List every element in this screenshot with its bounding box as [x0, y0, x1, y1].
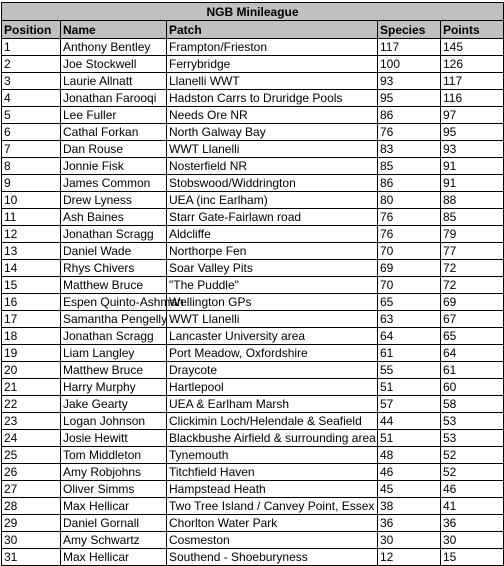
cell-name: James Common [61, 175, 167, 192]
table-row [2, 294, 504, 311]
cell-name: Ash Baines [61, 209, 167, 226]
table-row [2, 260, 504, 277]
cell-patch: Titchfield Haven [167, 464, 378, 481]
cell-points: 95 [441, 124, 504, 141]
title-row [2, 3, 504, 21]
header-points: Points [441, 21, 504, 39]
cell-species: 55 [378, 362, 441, 379]
cell-patch: Southend - Shoeburyness [167, 549, 378, 566]
cell-points: 69 [441, 294, 504, 311]
cell-patch: WWT Llanelli [167, 141, 378, 158]
cell-species: 117 [378, 39, 441, 56]
table-row [2, 549, 504, 566]
cell-points: 145 [441, 39, 504, 56]
table-row [2, 430, 504, 447]
cell-points: 91 [441, 175, 504, 192]
cell-name: Daniel Wade [61, 243, 167, 260]
header-name: Name [61, 21, 167, 39]
cell-points: 67 [441, 311, 504, 328]
cell-name: Matthew Bruce [61, 362, 167, 379]
cell-name: Espen Quinto-Ashman [61, 294, 167, 311]
cell-points: 60 [441, 379, 504, 396]
cell-name: Anthony Bentley [61, 39, 167, 56]
cell-species: 86 [378, 107, 441, 124]
cell-name: Jonathan Scragg [61, 226, 167, 243]
cell-patch: Lancaster University area [167, 328, 378, 345]
cell-species: 83 [378, 141, 441, 158]
cell-patch: UEA (inc Earlham) [167, 192, 378, 209]
cell-patch: Port Meadow, Oxfordshire [167, 345, 378, 362]
table-row [2, 124, 504, 141]
cell-species: 95 [378, 90, 441, 107]
cell-name: Rhys Chivers [61, 260, 167, 277]
table-row [2, 498, 504, 515]
header-position: Position [2, 21, 61, 39]
cell-patch: Blackbushe Airfield & surrounding area [167, 430, 378, 447]
cell-species: 48 [378, 447, 441, 464]
cell-name: Cathal Forkan [61, 124, 167, 141]
cell-position: 29 [2, 515, 61, 532]
cell-patch: Needs Ore NR [167, 107, 378, 124]
cell-points: 116 [441, 90, 504, 107]
cell-position: 16 [2, 294, 61, 311]
cell-species: 100 [378, 56, 441, 73]
cell-position: 20 [2, 362, 61, 379]
cell-points: 30 [441, 532, 504, 549]
table-row [2, 39, 504, 56]
cell-patch: Two Tree Island / Canvey Point, Essex [167, 498, 378, 515]
cell-species: 65 [378, 294, 441, 311]
cell-species: 63 [378, 311, 441, 328]
table-row [2, 379, 504, 396]
cell-points: 77 [441, 243, 504, 260]
cell-species: 30 [378, 532, 441, 549]
cell-points: 72 [441, 260, 504, 277]
cell-points: 52 [441, 447, 504, 464]
table-row [2, 447, 504, 464]
cell-name: Max Hellicar [61, 549, 167, 566]
table-row [2, 90, 504, 107]
cell-position: 17 [2, 311, 61, 328]
cell-points: 93 [441, 141, 504, 158]
cell-name: Max Hellicar [61, 498, 167, 515]
cell-patch: Clickimin Loch/Helendale & Seafield [167, 413, 378, 430]
cell-species: 93 [378, 73, 441, 90]
cell-patch: WWT Llanelli [167, 311, 378, 328]
cell-patch: Soar Valley Pits [167, 260, 378, 277]
cell-name: Daniel Gornall [61, 515, 167, 532]
cell-position: 28 [2, 498, 61, 515]
league-table-body [2, 3, 504, 566]
spreadsheet [1, 2, 503, 566]
cell-name: Harry Murphy [61, 379, 167, 396]
table-row [2, 141, 504, 158]
cell-patch: Tynemouth [167, 447, 378, 464]
cell-position: 14 [2, 260, 61, 277]
cell-name: Jonathan Farooqi [61, 90, 167, 107]
cell-name: Jake Gearty [61, 396, 167, 413]
league-table [1, 2, 504, 566]
cell-points: 97 [441, 107, 504, 124]
table-row [2, 107, 504, 124]
cell-points: 64 [441, 345, 504, 362]
cell-points: 15 [441, 549, 504, 566]
cell-species: 12 [378, 549, 441, 566]
table-row [2, 175, 504, 192]
table-row [2, 328, 504, 345]
cell-position: 12 [2, 226, 61, 243]
table-row [2, 345, 504, 362]
cell-points: 88 [441, 192, 504, 209]
cell-species: 76 [378, 226, 441, 243]
cell-position: 1 [2, 39, 61, 56]
cell-position: 3 [2, 73, 61, 90]
cell-species: 85 [378, 158, 441, 175]
cell-patch: Starr Gate-Fairlawn road [167, 209, 378, 226]
cell-species: 76 [378, 209, 441, 226]
cell-name: Amy Robjohns [61, 464, 167, 481]
header-patch: Patch [167, 21, 378, 39]
cell-position: 27 [2, 481, 61, 498]
cell-position: 18 [2, 328, 61, 345]
cell-name: Tom Middleton [61, 447, 167, 464]
cell-points: 117 [441, 73, 504, 90]
cell-name: Drew Lyness [61, 192, 167, 209]
cell-patch: Northorpe Fen [167, 243, 378, 260]
cell-name: Lee Fuller [61, 107, 167, 124]
cell-patch: Hartlepool [167, 379, 378, 396]
table-row [2, 192, 504, 209]
cell-position: 19 [2, 345, 61, 362]
cell-position: 30 [2, 532, 61, 549]
cell-patch: Chorlton Water Park [167, 515, 378, 532]
cell-position: 10 [2, 192, 61, 209]
cell-position: 25 [2, 447, 61, 464]
cell-patch: Hampstead Heath [167, 481, 378, 498]
cell-patch: Hadston Carrs to Druridge Pools [167, 90, 378, 107]
table-row [2, 243, 504, 260]
cell-species: 45 [378, 481, 441, 498]
cell-patch: Wellington GPs [167, 294, 378, 311]
cell-name: Josie Hewitt [61, 430, 167, 447]
cell-name: Logan Johnson [61, 413, 167, 430]
cell-patch: Llanelli WWT [167, 73, 378, 90]
cell-name: Liam Langley [61, 345, 167, 362]
table-row [2, 515, 504, 532]
cell-name: Matthew Bruce [61, 277, 167, 294]
cell-name: Jonathan Scragg [61, 328, 167, 345]
cell-points: 58 [441, 396, 504, 413]
table-row [2, 311, 504, 328]
header-species: Species [378, 21, 441, 39]
cell-species: 76 [378, 124, 441, 141]
table-row [2, 73, 504, 90]
cell-patch: Frampton/Frieston [167, 39, 378, 56]
cell-points: 46 [441, 481, 504, 498]
cell-points: 52 [441, 464, 504, 481]
cell-position: 11 [2, 209, 61, 226]
table-row [2, 532, 504, 549]
cell-position: 8 [2, 158, 61, 175]
cell-points: 72 [441, 277, 504, 294]
cell-species: 86 [378, 175, 441, 192]
cell-name: Laurie Allnatt [61, 73, 167, 90]
table-row [2, 158, 504, 175]
cell-name: Samantha Pengelly [61, 311, 167, 328]
table-row [2, 362, 504, 379]
cell-position: 24 [2, 430, 61, 447]
cell-points: 85 [441, 209, 504, 226]
header-row [2, 21, 504, 39]
cell-position: 15 [2, 277, 61, 294]
cell-points: 53 [441, 413, 504, 430]
cell-species: 61 [378, 345, 441, 362]
cell-species: 51 [378, 430, 441, 447]
cell-position: 13 [2, 243, 61, 260]
cell-position: 22 [2, 396, 61, 413]
table-row [2, 481, 504, 498]
cell-position: 4 [2, 90, 61, 107]
cell-patch: North Galway Bay [167, 124, 378, 141]
cell-name: Joe Stockwell [61, 56, 167, 73]
cell-species: 46 [378, 464, 441, 481]
cell-position: 26 [2, 464, 61, 481]
cell-position: 23 [2, 413, 61, 430]
cell-points: 41 [441, 498, 504, 515]
cell-position: 9 [2, 175, 61, 192]
cell-name: Jonnie Fisk [61, 158, 167, 175]
cell-points: 36 [441, 515, 504, 532]
table-row [2, 396, 504, 413]
cell-patch: Stobswood/Widdrington [167, 175, 378, 192]
table-row [2, 413, 504, 430]
cell-patch: Ferrybridge [167, 56, 378, 73]
cell-species: 69 [378, 260, 441, 277]
cell-species: 44 [378, 413, 441, 430]
cell-name: Oliver Simms [61, 481, 167, 498]
cell-name: Dan Rouse [61, 141, 167, 158]
cell-position: 31 [2, 549, 61, 566]
cell-patch: Nosterfield NR [167, 158, 378, 175]
cell-species: 57 [378, 396, 441, 413]
cell-species: 51 [378, 379, 441, 396]
cell-points: 65 [441, 328, 504, 345]
cell-patch: Draycote [167, 362, 378, 379]
table-row [2, 56, 504, 73]
cell-patch: UEA & Earlham Marsh [167, 396, 378, 413]
cell-position: 2 [2, 56, 61, 73]
cell-patch: Cosmeston [167, 532, 378, 549]
cell-position: 7 [2, 141, 61, 158]
table-row [2, 277, 504, 294]
table-row [2, 464, 504, 481]
cell-patch: Aldcliffe [167, 226, 378, 243]
cell-species: 64 [378, 328, 441, 345]
cell-species: 70 [378, 243, 441, 260]
table-title: NGB Minileague [2, 3, 504, 21]
cell-species: 70 [378, 277, 441, 294]
cell-name: Amy Schwartz [61, 532, 167, 549]
cell-species: 38 [378, 498, 441, 515]
cell-species: 80 [378, 192, 441, 209]
table-row [2, 226, 504, 243]
cell-position: 5 [2, 107, 61, 124]
cell-points: 91 [441, 158, 504, 175]
cell-position: 21 [2, 379, 61, 396]
cell-position: 6 [2, 124, 61, 141]
cell-points: 126 [441, 56, 504, 73]
cell-species: 36 [378, 515, 441, 532]
cell-points: 61 [441, 362, 504, 379]
table-row [2, 209, 504, 226]
cell-points: 79 [441, 226, 504, 243]
cell-points: 53 [441, 430, 504, 447]
cell-patch: "The Puddle" [167, 277, 378, 294]
